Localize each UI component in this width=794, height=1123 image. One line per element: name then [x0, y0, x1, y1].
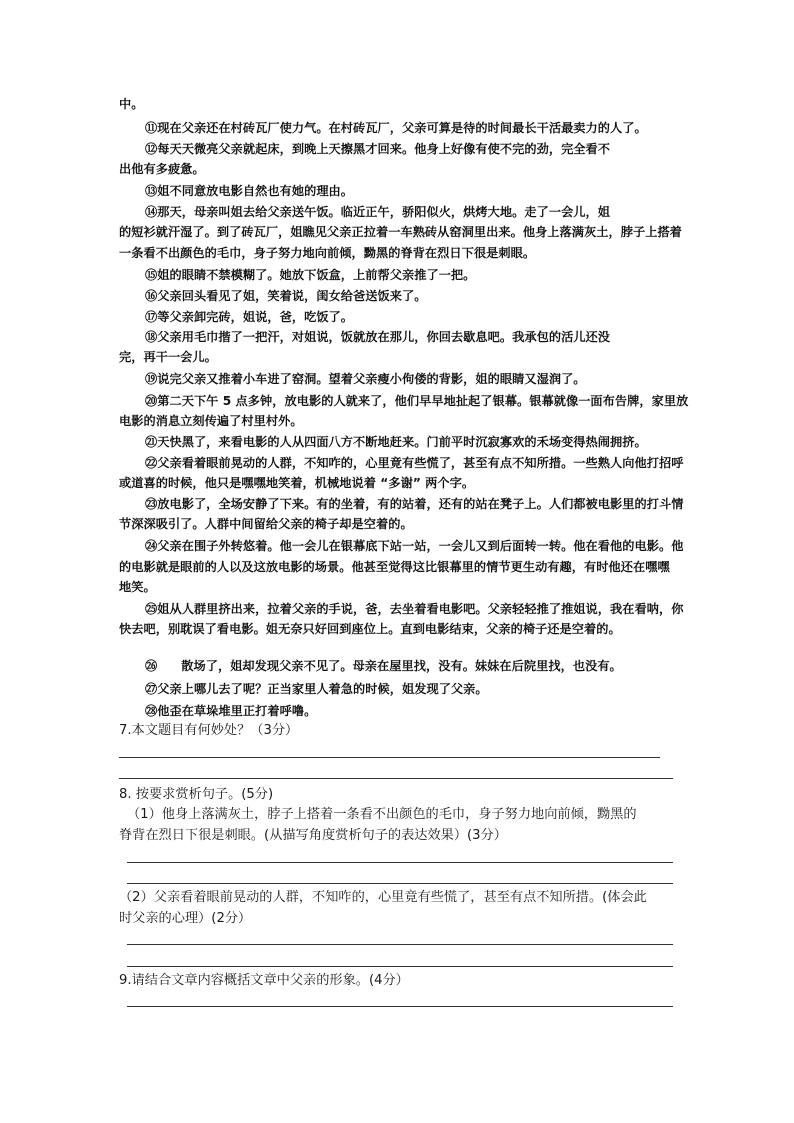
answer-line-q7-2[interactable] [119, 778, 673, 779]
paragraph-24-line-1: ㉔父亲在围子外转悠着。他一会儿在银幕底下站一站，一会儿又到后面转一转。他在看他的电影。他 [145, 539, 684, 553]
paragraph-12-line-1: ⑫每天天微亮父亲就起床，到晚上天擦黑才回来。他身上好像有使不完的劲，完全看不 [145, 142, 611, 156]
paragraph-28: ㉘他歪在草垛堆里正打着呼噜。 [145, 704, 317, 718]
paragraph-16: ⑯父亲回头看见了姐，笑着说，闺女给爸送饭来了。 [145, 289, 427, 303]
answer-line-q9[interactable] [127, 1006, 673, 1007]
question-8-2-line-2: 时父亲的心理）(2分） [119, 911, 252, 926]
paragraph-21: ㉑天快黑了，来看电影的人从四面八方不断地赶来。门前平时沉寂寡欢的禾场变得热闹拥挤。 [145, 435, 647, 449]
answer-line-q7-1[interactable] [119, 757, 660, 758]
paragraph-12-line-2: 出他有多疲惫。 [119, 162, 205, 176]
paragraph-14-line-2: 的短衫就汗湿了。到了砖瓦厂，姐瞧见父亲正拉着一车熟砖从窑洞里出来。他身上落满灰土，脖子上搭着 [119, 225, 682, 239]
paragraph-18-line-2: 完，再干一会儿。 [119, 350, 217, 364]
paragraph-19: ⑲说完父亲又推着小车进了窑洞。望着父亲瘦小佝偻的背影，姐的眼睛又湿润了。 [145, 372, 586, 386]
question-8: 8. 按要求赏析句子。(5分) [119, 787, 274, 802]
paragraph-23-line-1: ㉓放电影了，全场安静了下来。有的坐着，有的站着，还有的站在凳子上。人们都被电影里的打斗情 [145, 497, 684, 511]
paragraph-13: ⑬姐不同意放电影自然也有她的理由。 [145, 184, 354, 198]
paragraph-10-tail: 中。 [119, 97, 144, 111]
answer-line-q8-1-b[interactable] [127, 883, 673, 884]
paragraph-24-line-2: 的电影就是眼前的人以及这放电影的场景。他甚至觉得这比银幕里的情节更生动有趣，有时他还在嘿嘿 [119, 560, 670, 574]
paragraph-25-line-2: 快去吧，别耽误了看电影。姐无奈只好回到座位上。直到电影结束，父亲的椅子还是空着的。 [119, 622, 621, 636]
paragraph-22-line-2: 或道喜的时候，他只是嘿嘿地笑着，机械地说着 “多谢” 两个字。 [119, 476, 475, 490]
answer-line-q8-2-b[interactable] [127, 966, 673, 967]
paragraph-20-line-1: ⑳第二天下午 5 点多钟，放电影的人就来了，他们早早地扯起了银幕。银幕就像一面布告牌，家里放 [145, 394, 689, 408]
paragraph-26-text: 散场了，姐却发现父亲不见了。母亲在屋里找，没有。妹妹在后院里找，也没有。 [181, 659, 622, 673]
paragraph-26-number: ㉖ [145, 659, 158, 673]
paragraph-15: ⑮姐的眼睛不禁模糊了。她放下饭盒，上前帮父亲推了一把。 [145, 268, 476, 282]
paragraph-23-line-2: 节深深吸引了。人群中间留给父亲的椅子却是空着的。 [119, 517, 413, 531]
paragraph-14-line-3: 一条看不出颜色的毛巾，身子努力地向前倾，黝黑的脊背在烈日下很是刺眼。 [119, 246, 536, 260]
question-8-1-line-1: （1）他身上落满灰土，脖子上搭着一条看不出颜色的毛巾，身子努力地向前倾，黝黑的 [127, 807, 637, 822]
paragraph-27: ㉗父亲上哪儿去了呢？正当家里人着急的时候，姐发现了父亲。 [145, 682, 488, 696]
paragraph-14-line-1: ⑭那天，母亲叫姐去给父亲送午饭。临近正午，骄阳似火，烘烤大地。走了一会儿，姐 [145, 205, 611, 219]
paragraph-20-line-2: 电影的消息立刻传遍了村里村外。 [119, 414, 303, 428]
answer-line-q8-1-a[interactable] [127, 862, 673, 863]
paragraph-11: ⑪现在父亲还在村砖瓦厂使力气。在村砖瓦厂，父亲可算是待的时间最长干活最卖力的人了。 [145, 121, 647, 135]
paragraph-25-line-1: ㉕姐从人群里挤出来，拉着父亲的手说，爸，去坐着看电影吧。父亲轻轻推了推姐说，我在看呐，你 [145, 602, 684, 616]
question-7: 7.本文题目有何妙处？（3分） [119, 723, 299, 738]
paragraph-24-line-3: 地笑。 [119, 580, 156, 594]
question-9: 9.请结合文章内容概括文章中父亲的形象。(4分） [119, 973, 409, 988]
question-8-2-line-1: （2）父亲看着眼前晃动的人群，不知咋的，心里竟有些慌了，甚至有点不知所措。(体会此 [119, 890, 647, 905]
answer-line-q8-2-a[interactable] [127, 944, 673, 945]
paragraph-26 [145, 658, 622, 674]
paragraph-17: ⑰等父亲卸完砖，姐说，爸，吃饭了。 [145, 310, 354, 324]
question-8-1-line-2: 脊背在烈日下很是刺眼。(从描写角度赏析句子的表达效果）(3分） [119, 828, 507, 843]
paragraph-18-line-1: ⑱父亲用毛巾揩了一把汗，对姐说，饭就放在那儿，你回去歇息吧。我承包的活儿还没 [145, 330, 611, 344]
paragraph-22-line-1: ㉒父亲看着眼前晃动的人群，不知咋的，心里竟有些慌了，甚至有点不知所措。一些熟人向他打招呼 [145, 456, 684, 470]
